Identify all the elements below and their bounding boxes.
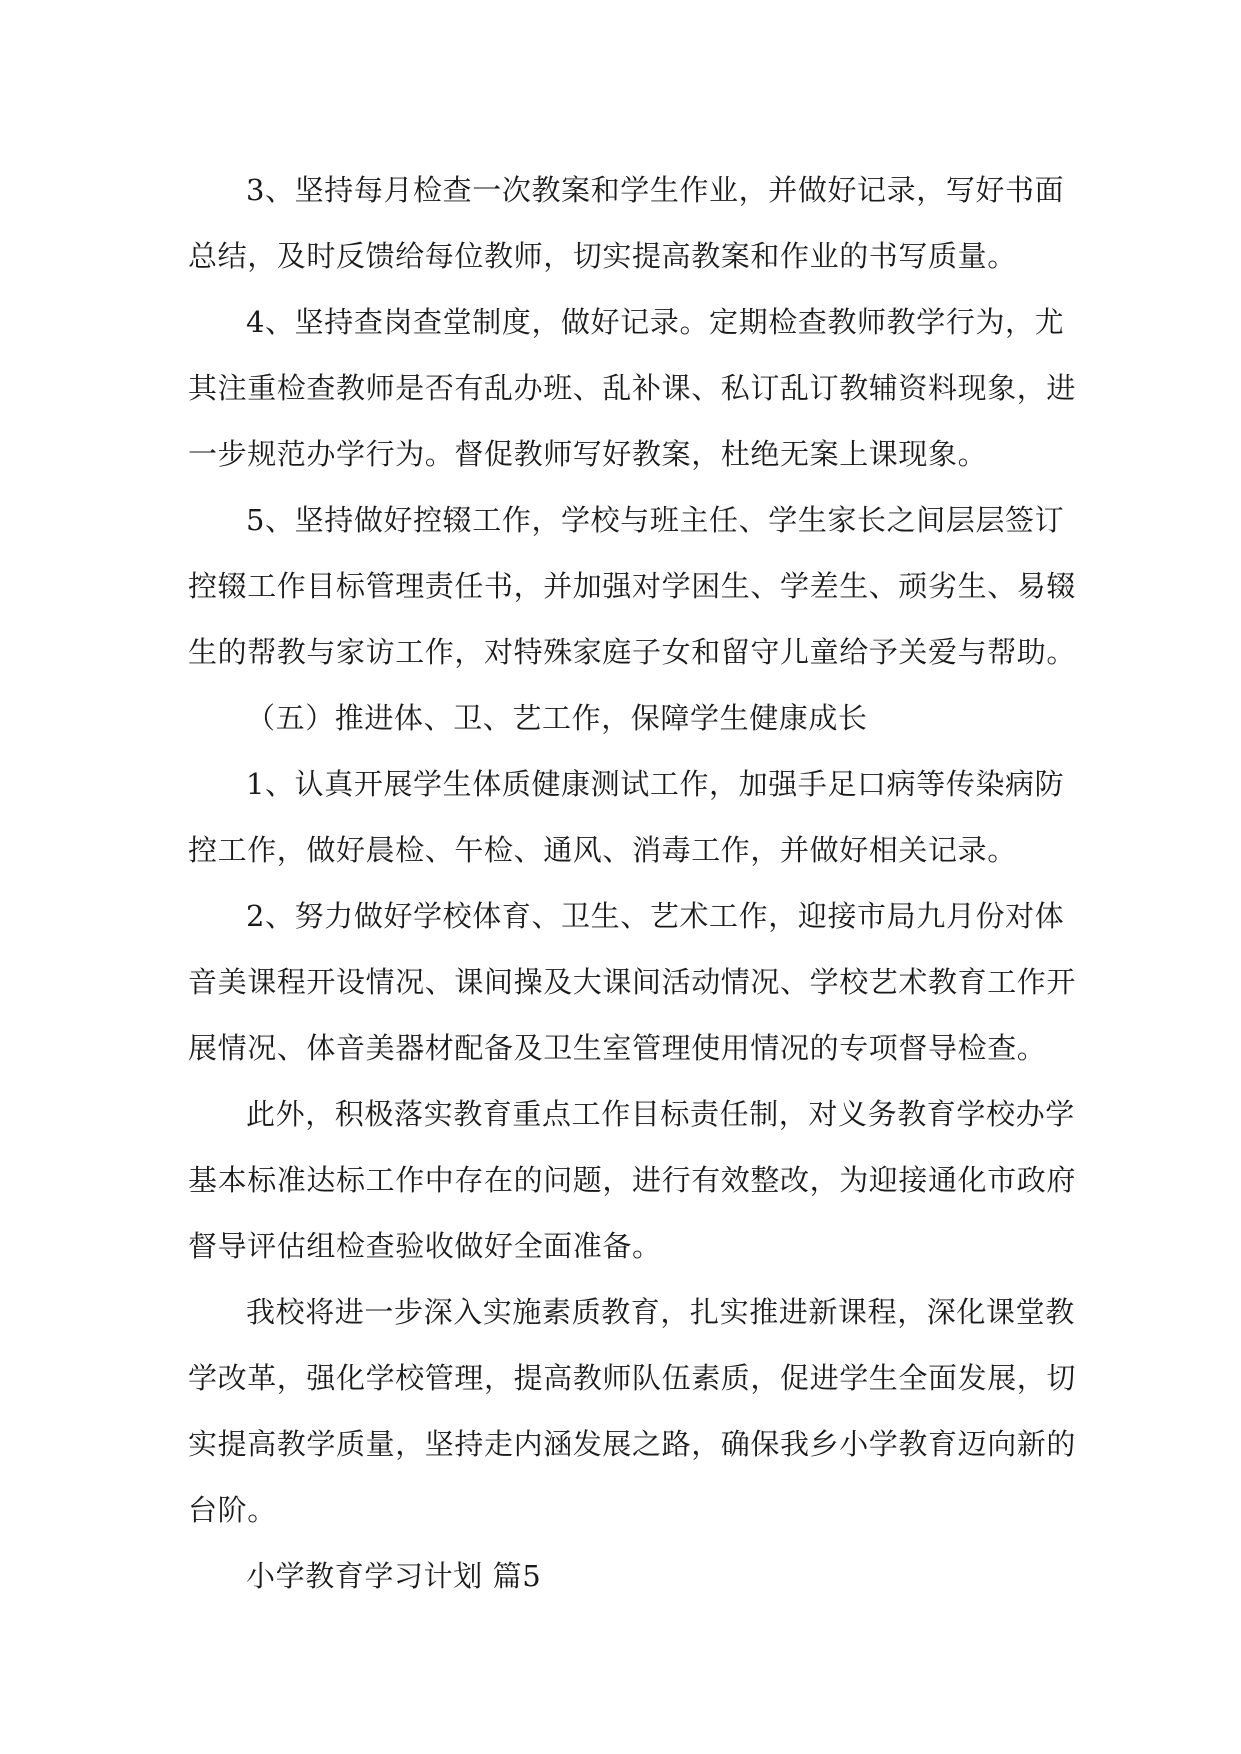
text-line: 3、坚持每月检查一次教案和学生作业，并做好记录，写好书面	[246, 173, 1065, 207]
text-line: 实提高教学质量，坚持走内涵发展之路，确保我乡小学教育迈向新的	[188, 1427, 1077, 1461]
section-heading: （五）推进体、卫、艺工作，保障学生健康成长	[246, 701, 868, 735]
text-line: 此外，积极落实教育重点工作目标责任制，对义务教育学校办学	[246, 1097, 1075, 1131]
text-line: 2、努力做好学校体育、卫生、艺术工作，迎接市局九月份对体	[246, 899, 1065, 933]
text-line: 控工作，做好晨检、午检、通风、消毒工作，并做好相关记录。	[188, 833, 1017, 867]
text-line: 展情况、体音美器材配备及卫生室管理使用情况的专项督导检查。	[188, 1031, 1047, 1065]
text-line: 音美课程开设情况、课间操及大课间活动情况、学校艺术教育工作开	[188, 965, 1077, 999]
text-line: 生的帮教与家访工作，对特殊家庭子女和留守儿童给予关爱与帮助。	[188, 635, 1077, 669]
text-line: 基本标准达标工作中存在的问题，进行有效整改，为迎接通化市政府	[188, 1163, 1077, 1197]
text-line: 一步规范办学行为。督促教师写好教案，杜绝无案上课现象。	[188, 437, 988, 471]
document-body	[188, 157, 1077, 1609]
text-line: 其注重检查教师是否有乱办班、乱补课、私订乱订教辅资料现象，进	[188, 371, 1077, 405]
text-line: 控辍工作目标管理责任书，并加强对学困生、学差生、顽劣生、易辍	[188, 569, 1077, 603]
text-line: 4、坚持查岗查堂制度，做好记录。定期检查教师教学行为，尤	[246, 305, 1065, 339]
text-line: 总结，及时反馈给每位教师，切实提高教案和作业的书写质量。	[188, 239, 1017, 273]
text-line: 1、认真开展学生体质健康测试工作，加强手足口病等传染病防	[246, 767, 1065, 801]
section-title: 小学教育学习计划 篇5	[246, 1559, 542, 1593]
text-line: 我校将进一步深入实施素质教育，扎实推进新课程，深化课堂教	[246, 1295, 1075, 1329]
text-line: 台阶。	[188, 1493, 277, 1527]
text-line: 督导评估组检查验收做好全面准备。	[188, 1229, 662, 1263]
text-line: 5、坚持做好控辍工作，学校与班主任、学生家长之间层层签订	[246, 503, 1065, 537]
text-line: 学改革，强化学校管理，提高教师队伍素质，促进学生全面发展，切	[188, 1361, 1077, 1395]
